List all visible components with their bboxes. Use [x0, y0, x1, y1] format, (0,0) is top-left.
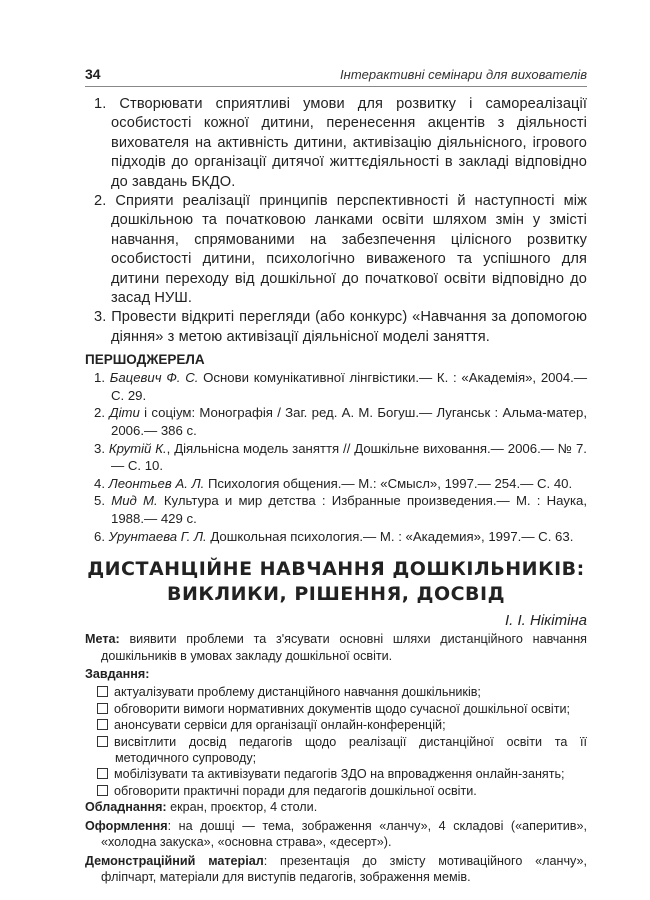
checkbox-icon	[97, 785, 108, 796]
task-item: актуалізувати проблему дистанційного навчання дошкільників;	[85, 684, 587, 700]
list-item: 2. Сприяти реалізації принципів перспективності й наступності між дошкільною та початковою ланками освіти шляхом змін у змісті навчання, спрямованими на забезпечення цілісного розвитку особистості дитини, психологічно виваженого та успішного для дитини переходу від дошкільної до початкової освіти відповідно до засад НУШ.	[94, 193, 588, 307]
book-page	[85, 66, 587, 887]
goals-list	[85, 95, 587, 347]
page-number: 34	[85, 66, 101, 82]
references-list	[85, 369, 587, 545]
checkbox-icon	[97, 736, 108, 747]
checkbox-icon	[97, 719, 108, 730]
task-item: обговорити вимоги нормативних документів щодо сучасної дошкільної освіти;	[85, 701, 587, 717]
page-header	[85, 66, 587, 87]
reference-item: 2. Діти і соціум: Монографія / Заг. ред. А. М. Богуш.— Луганськ : Альма-матер, 2006.— 386 с.	[94, 405, 587, 439]
reference-item: 4. Леонтьев А. Л. Психология общения.— М.: «Смысл», 1997.— 254.— С. 40.	[94, 475, 573, 491]
running-title: Інтерактивні семінари для вихователів	[340, 67, 587, 82]
checkbox-icon	[97, 686, 108, 697]
references-heading: ПЕРШОДЖЕРЕЛА	[85, 352, 205, 368]
checkbox-icon	[97, 703, 108, 714]
article-author: І. І. Нікітіна	[504, 612, 587, 630]
reference-item: 6. Урунтаева Г. Л. Дошкольная психология.— М. : «Академия», 1997.— С. 63.	[94, 528, 574, 544]
task-item: обговорити практичні поради для педагогів дошкільної освіти.	[85, 783, 587, 799]
tasks-list	[85, 684, 587, 799]
task-item: анонсувати сервіси для організації онлайн-конференцій;	[85, 717, 587, 733]
demo-material-section: Демонстраційний матеріал: презентація до змісту мотиваційного «ланчу», фліпчарт, матеріали для виступів педагогів, зображення мемів.	[85, 853, 587, 884]
reference-item: 5. Мид М. Культура и мир детства : Избранные произведения.— М. : Наука, 1988.— 429 с.	[94, 493, 588, 527]
reference-item: 3. Крутій К., Діяльнісна модель заняття // Дошкільне виховання.— 2006.— № 7.— С. 10.	[94, 440, 587, 474]
checkbox-icon	[97, 768, 108, 779]
list-item: 3. Провести відкриті перегляди (або конкурс) «Навчання за допомогою діяння» з метою активізації діяльнісної моделі заняття.	[94, 309, 588, 345]
design-section: Оформлення: на дошці — тема, зображення «ланчу», 4 складові («аперитив», «холодна закуска», «основна страва», «десерт»).	[85, 818, 587, 850]
equipment-section: Обладнання: екран, проєктор, 4 столи.	[85, 800, 318, 815]
article-title: ДИСТАНЦІЙНЕ НАВЧАННЯ ДОШКІЛЬНИКІВ: ВИКЛИКИ, РІШЕННЯ, ДОСВІД	[87, 558, 585, 606]
aim-section: Мета: виявити проблеми та з'ясувати основні шляхи дистанційного навчання дошкільників в умовах закладу дошкільної освіти.	[85, 632, 587, 663]
task-item: висвітлити досвід педагогів щодо реалізації дистанційної освіти та її методичного супроводу;	[85, 734, 587, 767]
tasks-label: Завдання:	[85, 667, 150, 682]
reference-item: 1. Бацевич Ф. С. Основи комунікативної лінгвістики.— К. : «Академія», 2004.— С. 29.	[94, 370, 588, 403]
list-item: 1. Створювати сприятливі умови для розвитку і самореалізації особистості кожної дитини, перенесення акцентів з діяльності вихователя на активність дитини, активізацію діяльнісного, ігрового підходів до організації дитячої життєдіяльності в закладі відповідно до завдань БКДО.	[94, 96, 588, 190]
task-item: мобілізувати та активізувати педагогів ЗДО на впровадження онлайн-занять;	[85, 766, 587, 782]
